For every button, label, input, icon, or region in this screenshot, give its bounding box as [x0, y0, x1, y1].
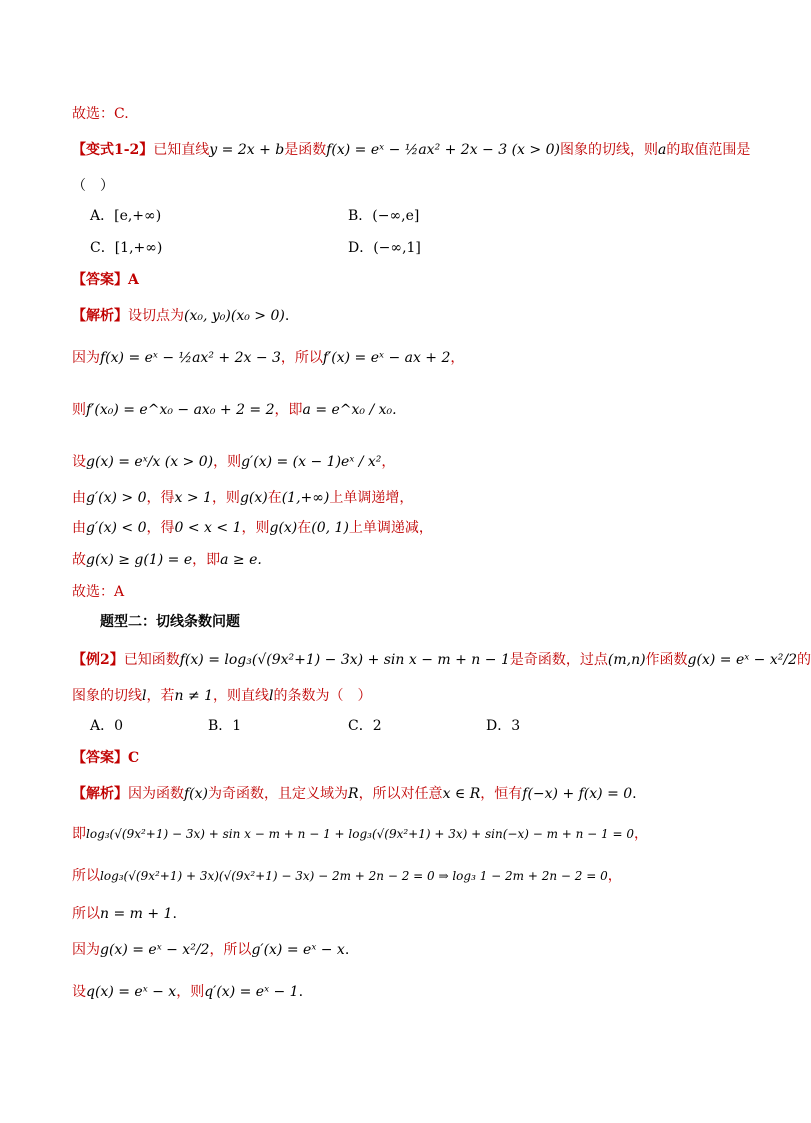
explanation-2-line-3: 所以log₃(√(9x²+1) + 3x)(√(9x²+1) − 3x) − 2m + 2n − 2 = 0 ⇒ log₃ 1 − 2m + 2n − 2 = 0，: [72, 868, 622, 884]
answer-2: 【答案】C: [72, 750, 140, 766]
answer-1: 【答案】A: [72, 272, 139, 288]
example-2-option-b: B．1: [208, 718, 242, 734]
section-heading-2: 题型二：切线条数问题: [100, 614, 240, 630]
explanation-2-line-5: 因为g(x) = eˣ − x²/2，所以g′(x) = eˣ − x.: [72, 942, 350, 958]
explanation-2-line-1: 【解析】因为函数f(x)为奇函数，且定义域为R，所以对任意x ∈ R，恒有f(−x) + f(x) = 0.: [72, 786, 637, 802]
option-b: B．(−∞,e]: [348, 208, 420, 224]
selection-line-2: 故选：A: [72, 584, 125, 600]
variant-label: 【变式1-2】: [72, 142, 154, 158]
explanation-1-line-4: 设g(x) = eˣ/x (x > 0)，则g′(x) = (x − 1)eˣ / x²，: [72, 454, 396, 470]
variant-1-2-question: 【变式1-2】已知直线y = 2x + b是函数f(x) = eˣ − ½ax² + 2x − 3 (x > 0)图象的切线，则a的取值范围是: [72, 142, 751, 158]
example-2-question-line-1: 【例2】已知函数f(x) = log₃(√(9x²+1) − 3x) + sin x − m + n − 1是奇函数，过点(m,n)作函数g(x) = eˣ − x²/2的: [72, 652, 811, 668]
option-c: C．[1,+∞): [90, 240, 163, 256]
example-2-option-c: C．2: [348, 718, 382, 734]
explanation-1-line-5: 由g′(x) > 0，得x > 1，则g(x)在(1,+∞)上单调递增，: [72, 490, 414, 506]
option-d: D．(−∞,1]: [348, 240, 421, 256]
explanation-1-line-3: 则f′(x₀) = e^x₀ − ax₀ + 2 = 2，即a = e^x₀ / x₀.: [72, 402, 397, 418]
explanation-2-line-4: 所以n = m + 1.: [72, 906, 177, 922]
answer-blank: （ ）: [72, 178, 114, 194]
selection-line-1: 故选：C.: [72, 106, 129, 122]
option-a: A．[e,+∞): [90, 208, 162, 224]
explanation-1-line-7: 故g(x) ≥ g(1) = e，即a ≥ e.: [72, 552, 262, 568]
example-2-option-d: D．3: [486, 718, 521, 734]
explanation-1-line-2: 因为f(x) = eˣ − ½ax² + 2x − 3，所以f′(x) = eˣ − ax + 2，: [72, 350, 465, 366]
explanation-1-line-1: 【解析】设切点为(x₀, y₀)(x₀ > 0).: [72, 308, 290, 324]
explanation-2-line-6: 设q(x) = eˣ − x，则q′(x) = eˣ − 1.: [72, 984, 304, 1000]
explanation-1-line-6: 由g′(x) < 0，得0 < x < 1，则g(x)在(0, 1)上单调递减，: [72, 520, 433, 536]
example-2-option-a: A．0: [90, 718, 124, 734]
explanation-2-line-2: 即log₃(√(9x²+1) − 3x) + sin x − m + n − 1 + log₃(√(9x²+1) + 3x) + sin(−x) − m + n − 1 = 0，: [72, 826, 649, 842]
example-2-question-line-2: 图象的切线l，若n ≠ 1，则直线l的条数为（ ）: [72, 688, 372, 704]
